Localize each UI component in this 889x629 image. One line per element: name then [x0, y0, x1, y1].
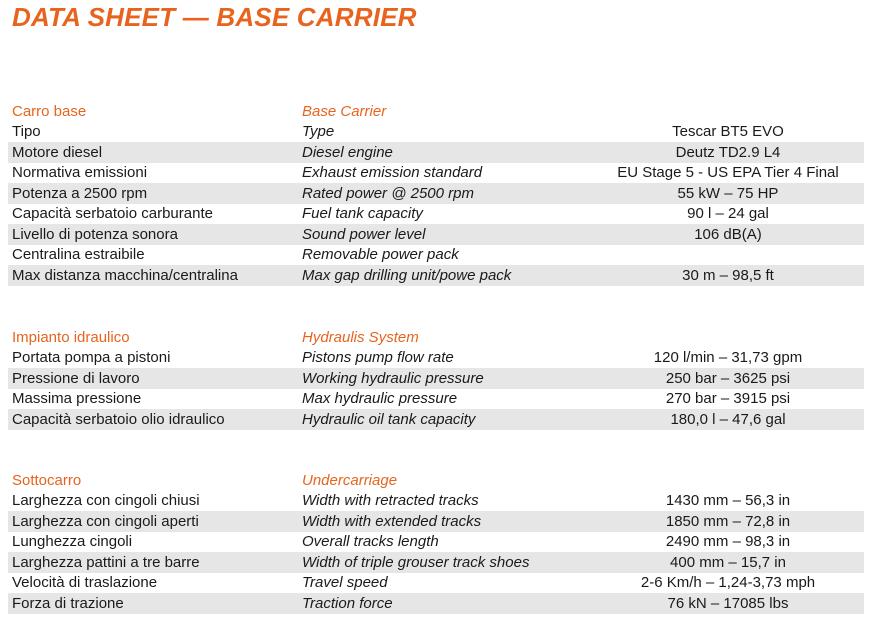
- spec-row: [8, 552, 864, 573]
- spec-row: [8, 368, 864, 389]
- spec-row: [8, 511, 864, 532]
- spec-value: 120 l/min – 31,73 gpm: [653, 349, 803, 367]
- spec-value: 250 bar – 3625 psi: [665, 369, 791, 387]
- spec-value: 270 bar – 3915 psi: [665, 390, 791, 408]
- spec-row: [8, 142, 864, 163]
- spec-label-en: Sound power level: [302, 225, 426, 243]
- spec-value: 106 dB(A): [694, 225, 762, 243]
- spec-value: 1430 mm – 56,3 in: [665, 492, 791, 510]
- spec-label-it: Capacità serbatoio olio idraulico: [12, 410, 225, 428]
- spec-label-en: Type: [302, 123, 335, 141]
- spec-row: [8, 245, 864, 266]
- spec-label-it: Pressione di lavoro: [12, 369, 140, 387]
- section-header-en: Hydraulis System: [302, 328, 419, 346]
- spec-row: [8, 491, 864, 512]
- spec-label-it: Portata pompa a pistoni: [12, 349, 171, 367]
- spec-label-it: Capacità serbatoio carburante: [12, 205, 213, 223]
- spec-label-en: Fuel tank capacity: [302, 205, 423, 223]
- section-header: [8, 470, 864, 491]
- spec-label-it: Forza di trazione: [12, 594, 124, 612]
- spec-row: [8, 224, 864, 245]
- spec-label-en: Working hydraulic pressure: [302, 369, 484, 387]
- spec-value: 30 m – 98,5 ft: [682, 266, 774, 284]
- section-header-it: Carro base: [12, 102, 87, 120]
- spec-row: [8, 163, 864, 184]
- spec-label-it: Velocità di traslazione: [12, 574, 158, 592]
- spec-label-en: Pistons pump flow rate: [302, 349, 454, 367]
- spec-label-en: Traction force: [302, 594, 393, 612]
- spec-label-en: Width with retracted tracks: [302, 492, 479, 510]
- section-hydraulic-system: [8, 327, 864, 430]
- spec-label-en: Width of triple grouser track shoes: [302, 553, 530, 571]
- spec-row: [8, 593, 864, 614]
- section-header-en: Base Carrier: [302, 102, 387, 120]
- spec-label-it: Centralina estraibile: [12, 246, 145, 264]
- spec-label-it: Larghezza con cingoli chiusi: [12, 492, 200, 510]
- spec-label-it: Potenza a 2500 rpm: [12, 184, 148, 202]
- spec-row: [8, 573, 864, 594]
- spec-label-en: Overall tracks length: [302, 533, 439, 551]
- spec-value: 2490 mm – 98,3 in: [665, 533, 791, 551]
- spec-value: Deutz TD2.9 L4: [675, 143, 781, 161]
- spec-value: EU Stage 5 - US EPA Tier 4 Final: [617, 164, 839, 182]
- spec-label-en: Removable power pack: [302, 246, 459, 264]
- spec-value: 2-6 Km/h – 1,24-3,73 mph: [640, 574, 816, 592]
- spec-label-en: Width with extended tracks: [302, 512, 482, 530]
- spec-label-it: Motore diesel: [12, 143, 103, 161]
- spec-label-it: Larghezza pattini a tre barre: [12, 553, 200, 571]
- spec-label-en: Diesel engine: [302, 143, 393, 161]
- spec-label-en: Exhaust emission standard: [302, 164, 483, 182]
- spec-label-en: Max hydraulic pressure: [302, 390, 458, 408]
- spec-row: [8, 122, 864, 143]
- spec-label-en: Hydraulic oil tank capacity: [302, 410, 476, 428]
- spec-row: [8, 204, 864, 225]
- spec-label-it: Lunghezza cingoli: [12, 533, 133, 551]
- spec-value: 1850 mm – 72,8 in: [665, 512, 791, 530]
- spec-label-it: Larghezza con cingoli aperti: [12, 512, 199, 530]
- spec-row: [8, 348, 864, 369]
- spec-label-en: Max gap drilling unit/powe pack: [302, 266, 512, 284]
- spec-value: Tescar BT5 EVO: [672, 123, 784, 141]
- section-header-it: Impianto idraulico: [12, 328, 130, 346]
- section-header: [8, 101, 864, 122]
- section-header: [8, 327, 864, 348]
- spec-label-it: Livello di potenza sonora: [12, 225, 178, 243]
- spec-label-it: Normativa emissioni: [12, 164, 148, 182]
- spec-label-it: Tipo: [12, 123, 41, 141]
- section-base-carrier: [8, 101, 864, 286]
- spec-value: 55 kW – 75 HP: [677, 184, 779, 202]
- spec-label-en: Travel speed: [302, 574, 388, 592]
- spec-row: [8, 265, 864, 286]
- spec-label-it: Massima pressione: [12, 390, 142, 408]
- spec-value: 90 l – 24 gal: [687, 205, 769, 223]
- spec-row: [8, 183, 864, 204]
- spec-label-it: Max distanza macchina/centralina: [12, 266, 238, 284]
- section-undercarriage: [8, 470, 864, 614]
- spec-row: [8, 532, 864, 553]
- spec-value: 76 kN – 17085 lbs: [667, 594, 789, 612]
- section-header-en: Undercarriage: [302, 471, 398, 489]
- spec-row: [8, 409, 864, 430]
- page-title: DATA SHEET — BASE CARRIER: [12, 2, 417, 32]
- spec-label-en: Rated power @ 2500 rpm: [302, 184, 474, 202]
- spec-value: 400 mm – 15,7 in: [670, 553, 786, 571]
- spec-value: 180,0 l – 47,6 gal: [670, 410, 786, 428]
- spec-row: [8, 389, 864, 410]
- section-header-it: Sottocarro: [12, 471, 82, 489]
